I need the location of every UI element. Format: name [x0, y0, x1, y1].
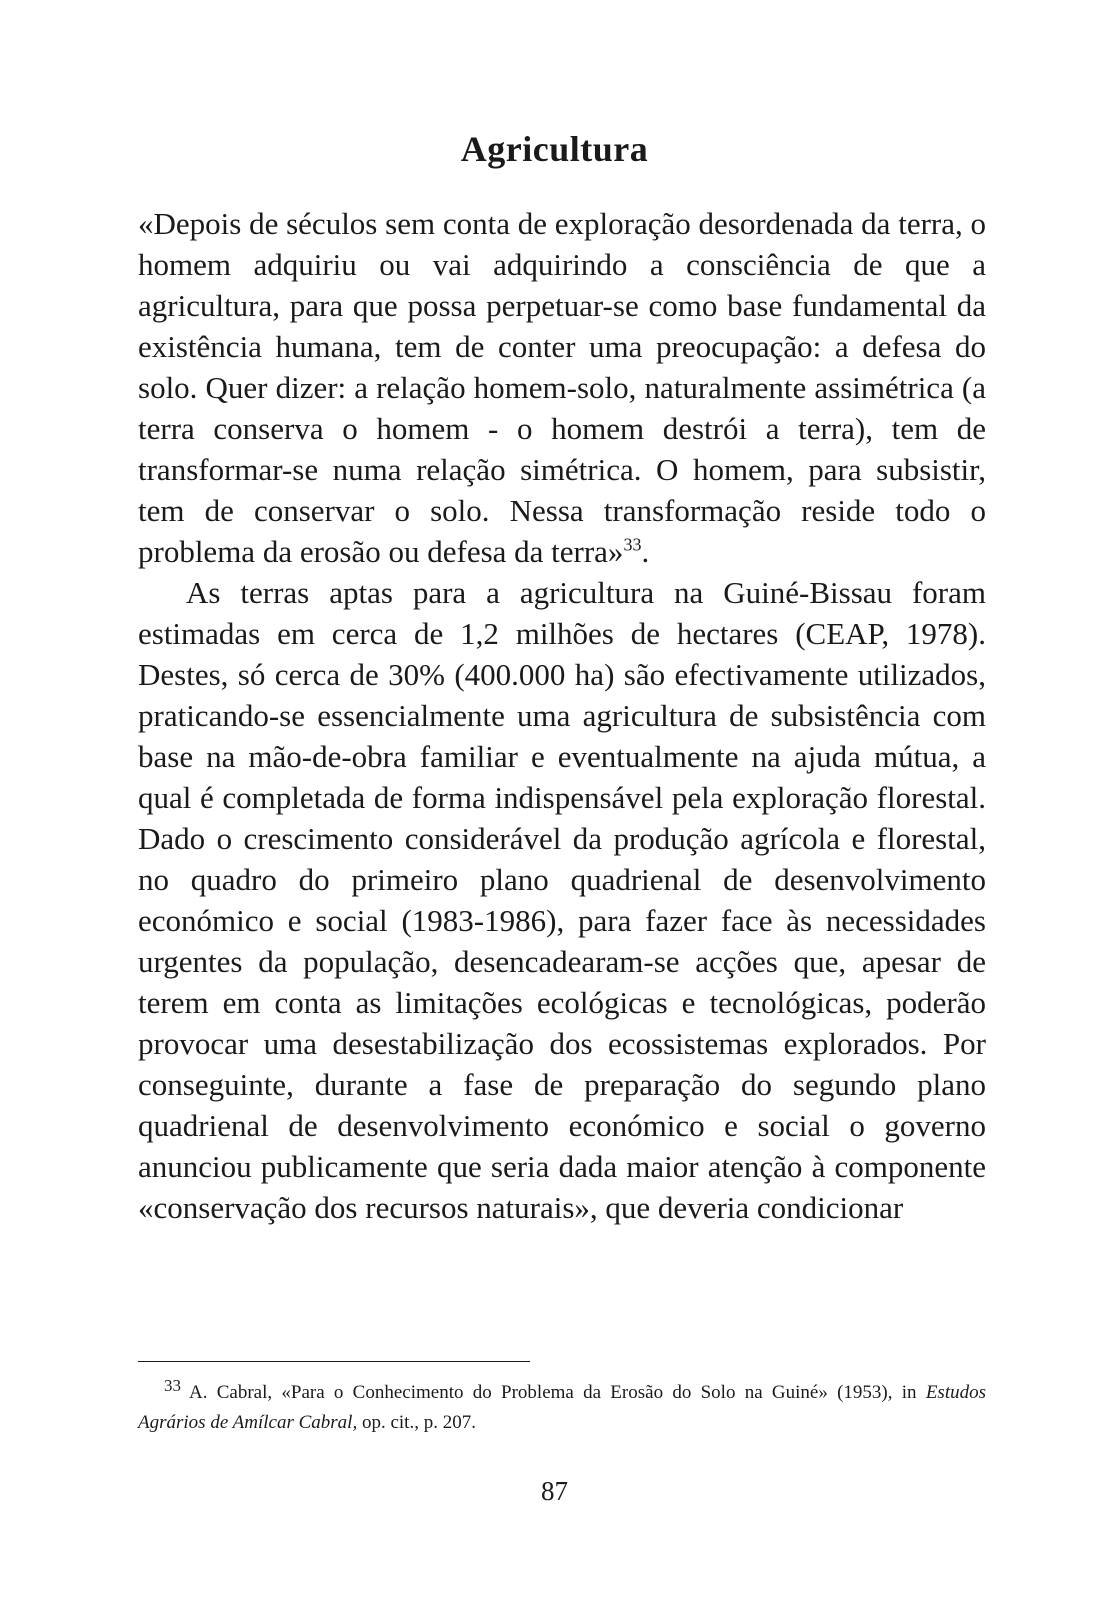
footnote — [138, 1375, 986, 1438]
quote-paragraph — [138, 203, 986, 572]
footnote-citation-end: op. cit., p. 207. — [357, 1412, 476, 1433]
body-paragraph: As terras aptas para a agricultura na Guiné-Bissau foram estimadas em cerca de 1,2 milhões de hectares (CEAP, 1978). Destes, só cerca de 30% (400.000 ha) são efectivamente utilizados, praticando-se essencialmente uma agricultura de subsistência com base na mão-de-obra familiar e eventualmente na ajuda mútua, a qual é completada de forma indispensável pela exploração florestal. Dado o crescimento considerável da produção agrícola e florestal, no quadro do primeiro plano quadrienal de desenvolvimento económico e social (1983-1986), para fazer face às necessidades urgentes da população, desencadearam-se acções que, apesar de terem em conta as limitações ecológicas e tecnológicas, poderão provocar uma desestabilização dos ecossistemas explorados. Por conseguinte, durante a fase de preparação do segundo plano quadrienal de desenvolvimento económico e social o governo anunciou publicamente que seria dada maior atenção à componente «conservação dos recursos naturais», que deveria condicionar — [138, 575, 986, 1225]
page-number: 87 — [541, 1476, 568, 1506]
footnote-reference-suffix: . — [641, 534, 650, 569]
footnote-text: A. Cabral, «Para o Conhecimento do Problema da Erosão do Solo na Guiné» (1953), in — [189, 1382, 926, 1403]
body-text — [138, 203, 986, 1228]
footnote-italic-title: Estudos Agrários de Amílcar Cabral, — [138, 1382, 986, 1433]
footnote-reference: 33 — [623, 534, 642, 555]
footnote-divider — [138, 1361, 530, 1362]
quote-text: «Depois de séculos sem conta de exploração desordenada da terra, o homem adquiriu ou vai adquirindo a consciência de que a agricultura, para que possa perpetuar-se como base fundamental da existência humana, tem de conter uma preocupação: a defesa do solo. Quer dizer: a relação homem-solo, naturalmente assimétrica (a terra conserva o homem - o homem destrói a terra), tem de transformar-se numa relação simétrica. O homem, para subsistir, tem de conservar o solo. Nessa transformação reside todo o problema da erosão ou defesa da terra» — [138, 206, 986, 569]
chapter-title: Agricultura — [460, 129, 649, 169]
footnote-number: 33 — [164, 1375, 181, 1395]
